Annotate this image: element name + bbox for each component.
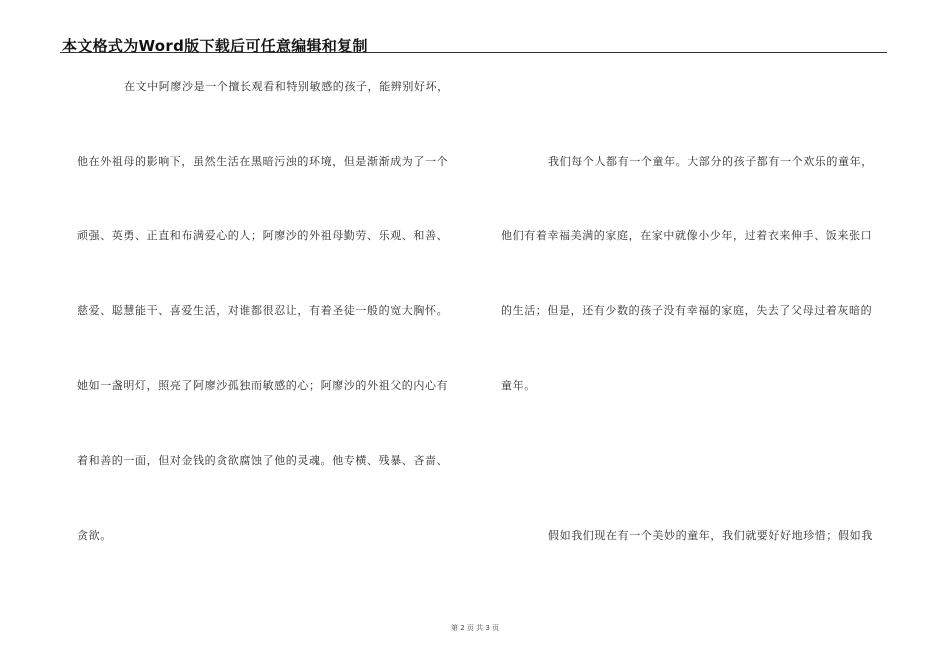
left-paragraph-line-2: 他在外祖母的影响下，虽然生活在黑暗污浊的环境，但是渐渐成为了一个 (77, 155, 449, 168)
left-paragraph-line-7: 贪欲。 (77, 529, 112, 542)
document-header-title: 本文格式为Word版下载后可任意编辑和复制 (62, 37, 368, 55)
left-paragraph-line-3: 顽强、英勇、正直和布满爱心的人；阿廖沙的外祖母勤劳、乐观、和善、 (77, 229, 449, 242)
right-paragraph-line-3: 的生活；但是，还有少数的孩子没有幸福的家庭，失去了父母过着灰暗的 (501, 304, 873, 317)
right-paragraph-line-1: 我们每个人都有一个童年。大部分的孩子都有一个欢乐的童年， (548, 155, 873, 168)
left-paragraph-line-6: 着和善的一面，但对金钱的贪欲腐蚀了他的灵魂。他专横、残暴、吝啬、 (77, 454, 449, 467)
header-divider (60, 52, 887, 53)
right-paragraph-line-4: 童年。 (501, 379, 536, 392)
right-paragraph-line-5: 假如我们现在有一个美妙的童年，我们就要好好地珍惜；假如我 (548, 529, 873, 542)
left-paragraph-line-4: 慈爱、聪慧能干、喜爱生活，对谁都很忍让，有着圣徒一般的宽大胸怀。 (77, 304, 449, 317)
left-paragraph-line-1: 在文中阿廖沙是一个擅长观看和特别敏感的孩子，能辨别好坏， (124, 80, 449, 93)
page-number-footer: 第 2 页 共 3 页 (450, 624, 500, 632)
right-paragraph-line-2: 他们有着幸福美满的家庭，在家中就像小少年，过着衣来伸手、饭来张口 (501, 229, 873, 242)
left-paragraph-line-5: 她如一盏明灯，照亮了阿廖沙孤独而敏感的心；阿廖沙的外祖父的内心有 (77, 379, 449, 392)
